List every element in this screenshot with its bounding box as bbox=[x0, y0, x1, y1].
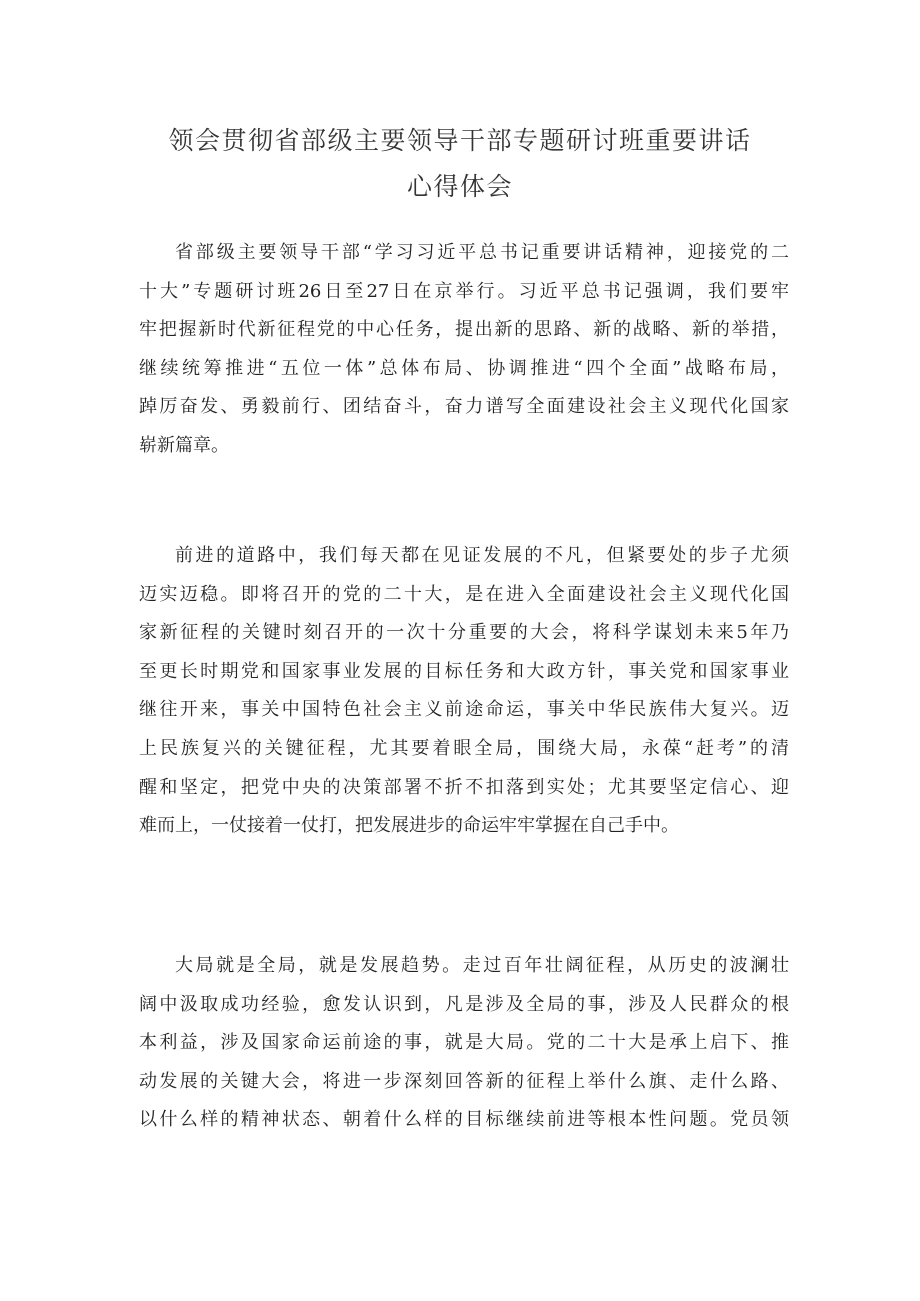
paragraph-line: 动发展的关键大会，将进一步深刻回答新的征程上举什么旗、走什么路、 bbox=[139, 1070, 789, 1092]
paragraph-line: 前进的道路中，我们每天都在见证发展的不凡，但紧要处的步子尤须 bbox=[175, 545, 789, 566]
title-line-1: 领会贯彻省部级主要领导干部专题研讨班重要讲话 bbox=[168, 126, 752, 155]
paragraph-line: 牢把握新时代新征程党的中心任务，提出新的思路、新的战略、新的举措， bbox=[139, 319, 789, 341]
paragraph-1 bbox=[139, 234, 789, 466]
paragraph-line: 大局就是全局，就是发展趋势。走过百年壮阔征程，从历史的波澜壮 bbox=[175, 955, 789, 976]
paragraph-line: 家新征程的关键时刻召开的一次十分重要的大会，将科学谋划未来5年乃 bbox=[139, 622, 789, 644]
paragraph-line: 上民族复兴的关键征程，尤其要着眼全局，围绕大局，永葆“赶考”的清 bbox=[139, 737, 789, 759]
paragraph-line: 阔中汲取成功经验，愈发认识到，凡是涉及全局的事，涉及人民群众的根 bbox=[139, 993, 789, 1015]
paragraph-line: 继往开来，事关中国特色社会主义前途命运，事关中华民族伟大复兴。迈 bbox=[139, 699, 789, 721]
paragraph-line: 难而上，一仗接着一仗打，把发展进步的命运牢牢掌握在自己手中。 bbox=[139, 815, 679, 837]
paragraph-line: 以什么样的精神状态、朝着什么样的目标继续前进等根本性问题。党员领 bbox=[139, 1109, 789, 1131]
paragraph-line: 至更长时期党和国家事业发展的目标任务和大政方针，事关党和国家事业 bbox=[139, 660, 789, 682]
title-line-2: 心得体会 bbox=[406, 172, 513, 201]
document-title bbox=[0, 118, 920, 210]
paragraph-line: 十大”专题研讨班26日至27日在京举行。习近平总书记强调，我们要牢 bbox=[139, 280, 789, 302]
paragraph-line: 本利益，涉及国家命运前途的事，就是大局。党的二十大是承上启下、推 bbox=[139, 1032, 789, 1054]
paragraph-line: 继续统筹推进“五位一体”总体布局、协调推进“四个全面”战略布局， bbox=[139, 357, 789, 379]
paragraph-2 bbox=[139, 537, 789, 846]
paragraph-line: 迈实迈稳。即将召开的党的二十大，是在进入全面建设社会主义现代化国 bbox=[139, 583, 789, 605]
paragraph-line: 崭新篇章。 bbox=[139, 434, 229, 456]
paragraph-line: 踔厉奋发、勇毅前行、团结奋斗，奋力谱写全面建设社会主义现代化国家 bbox=[139, 396, 789, 418]
paragraph-3 bbox=[139, 947, 789, 1140]
paragraph-line: 醒和坚定，把党中央的决策部署不折不扣落到实处；尤其要坚定信心、迎 bbox=[139, 776, 789, 798]
paragraph-line: 省部级主要领导干部“学习习近平总书记重要讲话精神，迎接党的二 bbox=[175, 242, 789, 263]
